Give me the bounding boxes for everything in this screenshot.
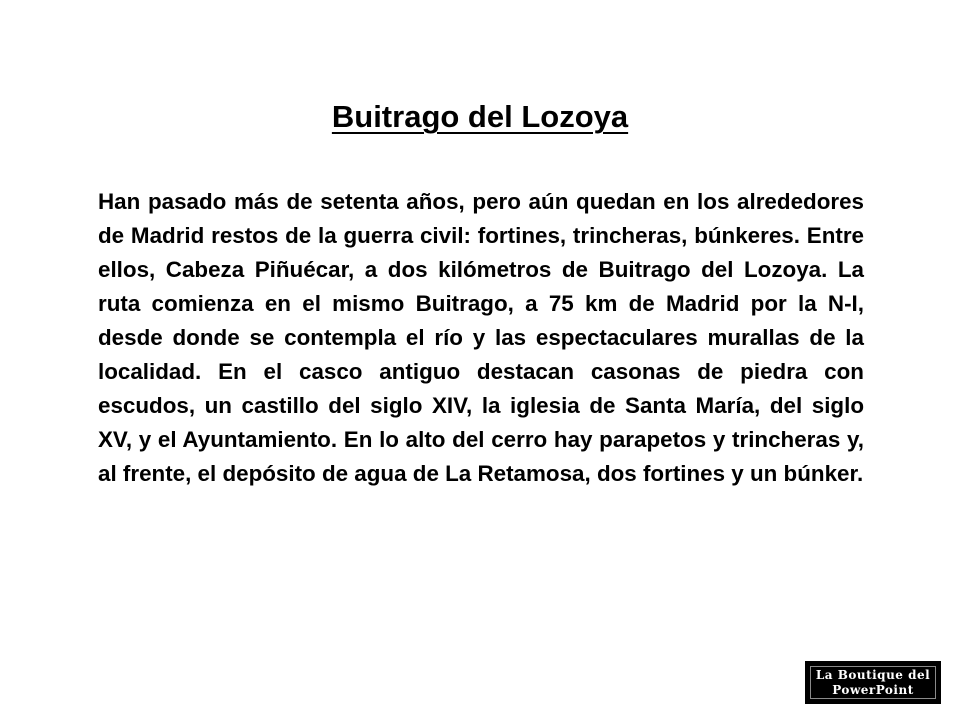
- slide-title: Buitrago del Lozoya: [331, 99, 629, 134]
- slide-body-text: Han pasado más de setenta años, pero aún quedan en los alrededores de Madrid restos de la guerra civil: fortines, trincheras, búnkeres. Entre ellos, Cabeza Piñuécar, a dos kilómetros de Buitrago del Lozoya. La ruta comienza en el mismo Buitrago, a 75 km de Madrid por la N-I, desde donde se contempla el río y las espectaculares murallas de la localidad. En el casco antiguo destacan casonas de piedra con escudos, un castillo del siglo XIV, la iglesia de Santa María, del siglo XV, y el Ayuntamiento. En lo alto del cerro hay parapetos y trincheras y, al frente, el depósito de agua de La Retamosa, dos fortines y un búnker.: [98, 189, 864, 486]
- watermark-logo: [805, 661, 941, 704]
- watermark-line-1: La Boutique del: [815, 667, 931, 682]
- watermark-line-2: PowerPoint: [832, 682, 914, 697]
